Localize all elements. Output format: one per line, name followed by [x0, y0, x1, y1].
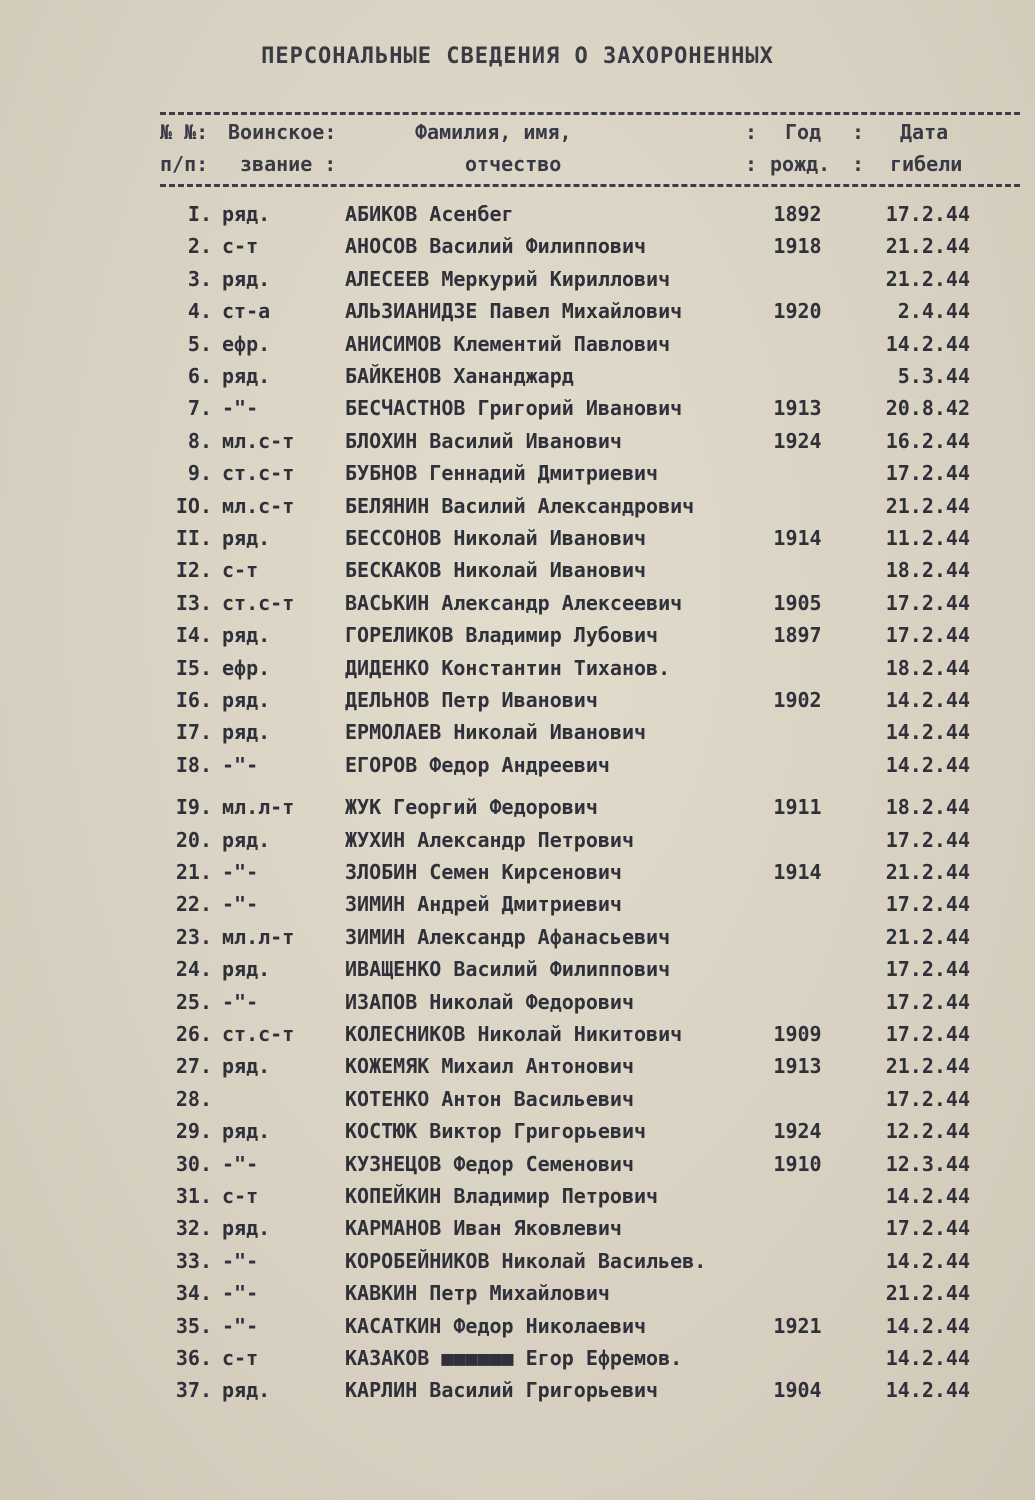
record-birth-year: 1911	[773, 795, 822, 819]
record-number: I5.	[175, 656, 212, 680]
table-row	[0, 202, 1035, 232]
table-row	[0, 1281, 1035, 1311]
table-row	[0, 364, 1035, 394]
record-name: КАРМАНОВ Иван Яковлевич	[345, 1216, 622, 1240]
record-name: КОТЕНКО Антон Васильевич	[345, 1087, 634, 1111]
header-name-line2: отчество	[465, 152, 562, 176]
record-name: ЖУК Георгий Федорович	[345, 795, 598, 819]
record-number: 9.	[187, 461, 212, 485]
record-number: 32.	[175, 1216, 212, 1240]
record-death-date: 14.2.44	[885, 753, 970, 777]
record-rank: ряд.	[222, 202, 271, 226]
table-row	[0, 623, 1035, 653]
record-number: 22.	[175, 892, 212, 916]
table-row	[0, 234, 1035, 264]
record-number: II.	[175, 526, 212, 550]
record-number: I3.	[175, 591, 212, 615]
record-birth-year: 1902	[773, 688, 822, 712]
record-rank: -"-	[222, 1249, 259, 1273]
record-birth-year: 1914	[773, 860, 822, 884]
record-rank: ряд.	[222, 267, 271, 291]
record-number: 29.	[175, 1119, 212, 1143]
header-no-line1: № №:	[160, 120, 209, 144]
table-row	[0, 396, 1035, 426]
record-number: 20.	[175, 828, 212, 852]
record-birth-year: 1918	[773, 234, 822, 258]
record-death-date: 14.2.44	[885, 1378, 970, 1402]
record-rank: ст.с-т	[222, 1022, 295, 1046]
record-number: 4.	[187, 299, 212, 323]
record-name: ЗЛОБИН Семен Кирсенович	[345, 860, 622, 884]
record-rank: ст.с-т	[222, 461, 295, 485]
table-row	[0, 1216, 1035, 1246]
record-name: ИЗАПОВ Николай Федорович	[345, 990, 634, 1014]
record-name: ЗИМИН Андрей Дмитриевич	[345, 892, 622, 916]
record-death-date: 17.2.44	[885, 990, 970, 1014]
record-death-date: 14.2.44	[885, 720, 970, 744]
record-birth-year: 1921	[773, 1314, 822, 1338]
header-top-rule	[160, 112, 1020, 115]
record-death-date: 21.2.44	[885, 494, 970, 518]
header-separator: :	[745, 120, 758, 144]
record-rank: ряд.	[222, 364, 271, 388]
record-rank: ст-а	[222, 299, 271, 323]
record-number: 7.	[187, 396, 212, 420]
record-number: 33.	[175, 1249, 212, 1273]
record-number: 37.	[175, 1378, 212, 1402]
record-death-date: 17.2.44	[885, 892, 970, 916]
record-number: 23.	[175, 925, 212, 949]
record-number: I7.	[175, 720, 212, 744]
record-name: КОРОБЕЙНИКОВ Николай Васильев.	[345, 1249, 707, 1273]
record-rank: ряд.	[222, 828, 271, 852]
table-row	[0, 1119, 1035, 1149]
record-death-date: 18.2.44	[885, 558, 970, 582]
record-rank: ряд.	[222, 1378, 271, 1402]
record-number: 25.	[175, 990, 212, 1014]
record-death-date: 17.2.44	[885, 828, 970, 852]
record-rank: мл.с-т	[222, 429, 295, 453]
record-birth-year: 1924	[773, 1119, 822, 1143]
record-birth-year: 1909	[773, 1022, 822, 1046]
record-rank: -"-	[222, 990, 259, 1014]
record-rank: -"-	[222, 892, 259, 916]
record-name: ИВАЩЕНКО Василий Филиппович	[345, 957, 671, 981]
record-number: 36.	[175, 1346, 212, 1370]
record-rank: ефр.	[222, 332, 271, 356]
table-row	[0, 720, 1035, 750]
table-row	[0, 753, 1035, 783]
table-row	[0, 1249, 1035, 1279]
record-death-date: 14.2.44	[885, 1249, 970, 1273]
record-rank: ряд.	[222, 957, 271, 981]
record-rank: ряд.	[222, 623, 271, 647]
header-separator: :	[852, 152, 865, 176]
record-number: 21.	[175, 860, 212, 884]
record-rank: ст.с-т	[222, 591, 295, 615]
record-name: КАСАТКИН Федор Николаевич	[345, 1314, 647, 1338]
record-rank: ефр.	[222, 656, 271, 680]
record-number: 5.	[187, 332, 212, 356]
header-rank-line1: Воинское:	[228, 120, 337, 144]
record-rank: ряд.	[222, 1119, 271, 1143]
record-number: 3.	[187, 267, 212, 291]
header-separator: :	[852, 120, 865, 144]
record-death-date: 20.8.42	[885, 396, 970, 420]
table-row	[0, 795, 1035, 825]
record-name: КОПЕЙКИН Владимир Петрович	[345, 1184, 659, 1208]
record-death-date: 17.2.44	[885, 1087, 970, 1111]
record-death-date: 18.2.44	[885, 656, 970, 680]
record-death-date: 14.2.44	[885, 1346, 970, 1370]
table-row	[0, 332, 1035, 362]
table-row	[0, 1054, 1035, 1084]
record-rank: с-т	[222, 1184, 259, 1208]
document-title: ПЕРСОНАЛЬНЫЕ СВЕДЕНИЯ О ЗАХОРОНЕННЫХ	[261, 44, 774, 69]
record-name: БЕСКАКОВ Николай Иванович	[345, 558, 647, 582]
record-name: АНИСИМОВ Клементий Павлович	[345, 332, 671, 356]
record-name: АБИКОВ Асенбег	[345, 202, 514, 226]
record-name: КАЗАКОВ ■■■■■■ Егор Ефремов.	[345, 1346, 683, 1370]
table-row	[0, 526, 1035, 556]
record-number: 30.	[175, 1152, 212, 1176]
record-number: 24.	[175, 957, 212, 981]
table-row	[0, 892, 1035, 922]
record-rank: с-т	[222, 1346, 259, 1370]
header-date-line2: гибели	[890, 152, 963, 176]
record-death-date: 21.2.44	[885, 267, 970, 291]
record-name: ЕРМОЛАЕВ Николай Иванович	[345, 720, 647, 744]
record-death-date: 14.2.44	[885, 1184, 970, 1208]
record-rank: -"-	[222, 1281, 259, 1305]
table-row	[0, 688, 1035, 718]
record-rank: ряд.	[222, 688, 271, 712]
record-death-date: 17.2.44	[885, 623, 970, 647]
record-name: БЕЛЯНИН Василий Александрович	[345, 494, 695, 518]
table-row	[0, 925, 1035, 955]
record-birth-year: 1913	[773, 1054, 822, 1078]
record-number: 35.	[175, 1314, 212, 1338]
record-death-date: 17.2.44	[885, 591, 970, 615]
table-row	[0, 558, 1035, 588]
record-name: ЕГОРОВ Федор Андреевич	[345, 753, 610, 777]
record-name: КОЛЕСНИКОВ Николай Никитович	[345, 1022, 683, 1046]
record-death-date: 21.2.44	[885, 860, 970, 884]
record-death-date: 17.2.44	[885, 957, 970, 981]
record-rank: с-т	[222, 558, 259, 582]
table-row	[0, 860, 1035, 890]
table-row	[0, 429, 1035, 459]
record-birth-year: 1914	[773, 526, 822, 550]
record-number: 26.	[175, 1022, 212, 1046]
record-number: 2.	[187, 234, 212, 258]
record-birth-year: 1897	[773, 623, 822, 647]
table-row	[0, 461, 1035, 491]
record-name: ВАСЬКИН Александр Алексеевич	[345, 591, 683, 615]
table-row	[0, 1184, 1035, 1214]
record-rank: ряд.	[222, 1216, 271, 1240]
record-name: БЕССОНОВ Николай Иванович	[345, 526, 647, 550]
record-death-date: 21.2.44	[885, 925, 970, 949]
table-row	[0, 591, 1035, 621]
record-name: БЕСЧАСТНОВ Григорий Иванович	[345, 396, 683, 420]
record-number: 28.	[175, 1087, 212, 1111]
table-row	[0, 299, 1035, 329]
record-number: 6.	[187, 364, 212, 388]
header-bottom-rule	[160, 184, 1020, 187]
record-birth-year: 1920	[773, 299, 822, 323]
record-number: 34.	[175, 1281, 212, 1305]
record-rank: мл.л-т	[222, 795, 295, 819]
record-name: КАВКИН Петр Михайлович	[345, 1281, 610, 1305]
header-separator: :	[745, 152, 758, 176]
record-rank: -"-	[222, 860, 259, 884]
header-name-line1: Фамилия, имя,	[415, 120, 572, 144]
record-number: I2.	[175, 558, 212, 582]
record-name: ДИДЕНКО Константин Тиханов.	[345, 656, 671, 680]
record-birth-year: 1904	[773, 1378, 822, 1402]
table-row	[0, 1152, 1035, 1182]
record-number: I6.	[175, 688, 212, 712]
record-death-date: 17.2.44	[885, 1216, 970, 1240]
table-row	[0, 1087, 1035, 1117]
record-number: 27.	[175, 1054, 212, 1078]
record-death-date: 2.4.44	[897, 299, 970, 323]
record-death-date: 14.2.44	[885, 332, 970, 356]
record-number: I9.	[175, 795, 212, 819]
record-name: БУБНОВ Геннадий Дмитриевич	[345, 461, 659, 485]
record-rank: -"-	[222, 1314, 259, 1338]
record-death-date: 21.2.44	[885, 1281, 970, 1305]
record-death-date: 14.2.44	[885, 1314, 970, 1338]
record-death-date: 21.2.44	[885, 234, 970, 258]
record-number: 8.	[187, 429, 212, 453]
record-number: I8.	[175, 753, 212, 777]
record-name: КУЗНЕЦОВ Федор Семенович	[345, 1152, 634, 1176]
header-date-line1: Дата	[900, 120, 949, 144]
record-death-date: 12.3.44	[885, 1152, 970, 1176]
record-number: I.	[187, 202, 212, 226]
record-birth-year: 1892	[773, 202, 822, 226]
table-row	[0, 656, 1035, 686]
record-death-date: 5.3.44	[897, 364, 970, 388]
record-death-date: 17.2.44	[885, 1022, 970, 1046]
header-year-line1: Год	[785, 120, 822, 144]
record-name: ДЕЛЬНОВ Петр Иванович	[345, 688, 598, 712]
record-number: IO.	[175, 494, 212, 518]
record-rank: с-т	[222, 234, 259, 258]
header-no-line2: п/п:	[160, 152, 209, 176]
record-name: АНОСОВ Василий Филиппович	[345, 234, 647, 258]
record-death-date: 16.2.44	[885, 429, 970, 453]
record-rank: ряд.	[222, 1054, 271, 1078]
table-row	[0, 1314, 1035, 1344]
record-death-date: 17.2.44	[885, 461, 970, 485]
table-row	[0, 828, 1035, 858]
record-rank: мл.л-т	[222, 925, 295, 949]
record-birth-year: 1905	[773, 591, 822, 615]
record-rank: ряд.	[222, 720, 271, 744]
record-name: КОЖЕМЯК Михаил Антонович	[345, 1054, 634, 1078]
record-birth-year: 1924	[773, 429, 822, 453]
record-rank: мл.с-т	[222, 494, 295, 518]
table-row	[0, 267, 1035, 297]
record-number: I4.	[175, 623, 212, 647]
record-death-date: 14.2.44	[885, 688, 970, 712]
header-year-line2: рожд.	[770, 152, 831, 176]
header-rank-line2: звание :	[240, 152, 337, 176]
table-row	[0, 990, 1035, 1020]
record-rank: -"-	[222, 753, 259, 777]
table-row	[0, 494, 1035, 524]
record-name: ЖУХИН Александр Петрович	[345, 828, 634, 852]
record-name: КОСТЮК Виктор Григорьевич	[345, 1119, 647, 1143]
record-name: ЗИМИН Александр Афанасьевич	[345, 925, 671, 949]
record-death-date: 12.2.44	[885, 1119, 970, 1143]
table-row	[0, 1346, 1035, 1376]
table-row	[0, 1378, 1035, 1408]
record-name: БЛОХИН Василий Иванович	[345, 429, 622, 453]
record-number: 31.	[175, 1184, 212, 1208]
record-name: ГОРЕЛИКОВ Владимир Лубович	[345, 623, 659, 647]
table-row	[0, 957, 1035, 987]
record-name: АЛЬЗИАНИДЗЕ Павел Михайлович	[345, 299, 683, 323]
record-death-date: 21.2.44	[885, 1054, 970, 1078]
record-birth-year: 1910	[773, 1152, 822, 1176]
record-rank: -"-	[222, 1152, 259, 1176]
record-death-date: 18.2.44	[885, 795, 970, 819]
record-death-date: 17.2.44	[885, 202, 970, 226]
table-row	[0, 1022, 1035, 1052]
record-name: КАРЛИН Василий Григорьевич	[345, 1378, 659, 1402]
record-name: БАЙКЕНОВ Хананджард	[345, 364, 574, 388]
record-name: АЛЕСЕЕВ Меркурий Кириллович	[345, 267, 671, 291]
record-birth-year: 1913	[773, 396, 822, 420]
record-rank: -"-	[222, 396, 259, 420]
record-rank: ряд.	[222, 526, 271, 550]
record-death-date: 11.2.44	[885, 526, 970, 550]
